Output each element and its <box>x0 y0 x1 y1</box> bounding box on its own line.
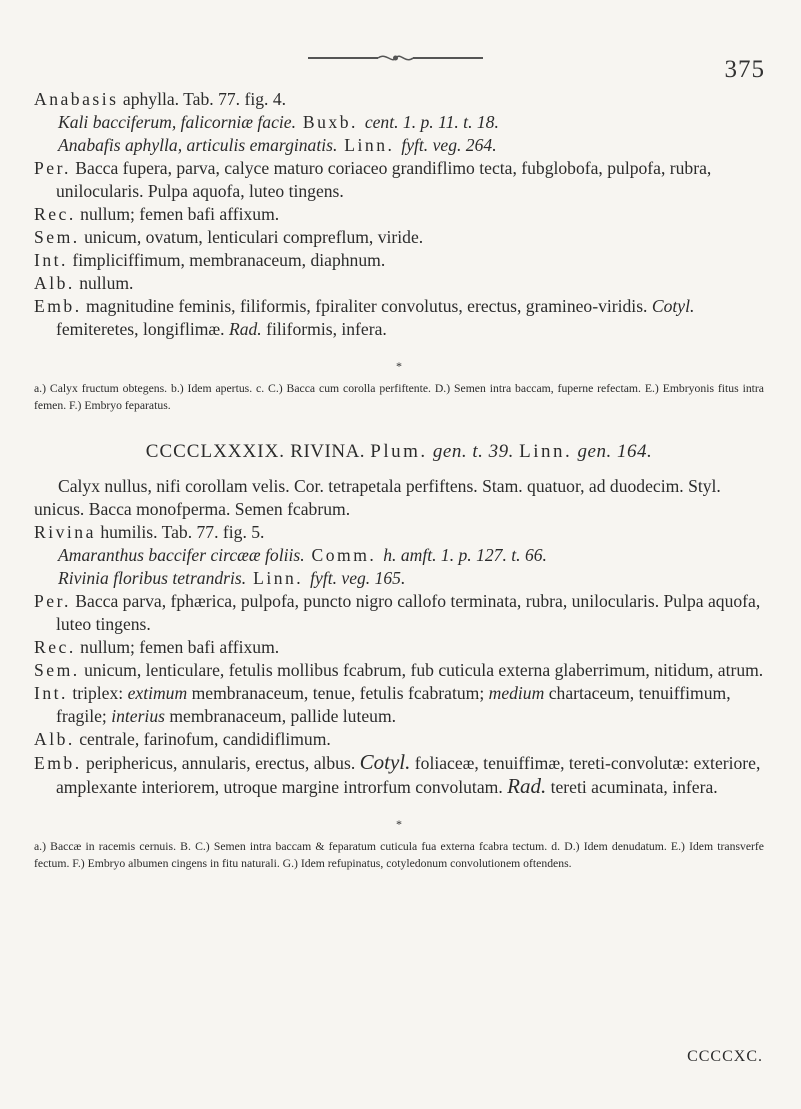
synonym-name: Rivinia floribus tetrandris. <box>58 568 247 588</box>
per-paragraph <box>34 590 764 636</box>
sem-label: Sem. <box>34 660 80 680</box>
alb-paragraph <box>34 272 764 295</box>
synonym-name: Amaranthus baccifer circææ foliis. <box>58 545 305 565</box>
emb-label: Emb. <box>34 296 82 316</box>
species-heading <box>34 521 764 544</box>
rec-paragraph <box>34 203 764 226</box>
header-ornament-icon <box>308 52 483 64</box>
species-genus: Anabasis <box>34 89 119 109</box>
rec-text: nullum; femen bafi affixum. <box>75 637 280 657</box>
emb-text-3: tereti acuminata, infera. <box>546 777 718 797</box>
alb-text: nullum. <box>74 273 134 293</box>
int-medium: medium <box>488 683 545 703</box>
synonym-citation: h. amft. 1. p. 127. t. 66. <box>383 545 547 565</box>
genus-number: CCCCLXXXIX. <box>145 441 286 462</box>
rec-label: Rec. <box>34 637 76 657</box>
synonym-citation: fyft. veg. 165. <box>310 568 406 588</box>
main-text <box>34 88 764 872</box>
emb-cotyl: Cotyl. <box>651 296 695 316</box>
synonym-line <box>34 134 764 157</box>
emb-paragraph <box>34 295 764 341</box>
emb-cotyl: Cotyl. <box>359 750 411 774</box>
rec-paragraph <box>34 636 764 659</box>
emb-text: magnitudine feminis, filiformis, fpiraliter convolutus, erectus, gramineo-viridis. <box>81 296 652 316</box>
genus-name: RIVINA. <box>290 441 366 462</box>
sem-text: unicum, ovatum, lenticulari compreflum, viride. <box>79 227 424 247</box>
emb-text-2: femiteretes, longiflimæ. <box>56 319 229 339</box>
per-text: Bacca parva, fphærica, pulpofa, puncto nigro callofo terminata, rubra, unilocularis. Pulpa aquofa, luteo tingens. <box>56 591 761 634</box>
sem-paragraph <box>34 226 764 249</box>
int-text-d: membranaceum, pallide luteum. <box>164 706 397 726</box>
int-interius: interius <box>111 706 165 726</box>
synonym-name: Kali bacciferum, falicorniæ facie. <box>58 112 296 132</box>
per-label: Per. <box>34 158 71 178</box>
sem-text: unicum, lenticulare, fetulis mollibus fcabrum, fub cuticula externa glaberrimum, nitidum, atrum. <box>79 660 764 680</box>
alb-text: centrale, farinofum, candidiflimum. <box>74 729 331 749</box>
asterisk-divider: * <box>396 359 402 373</box>
species-ref: humilis. Tab. 77. fig. 5. <box>95 522 265 542</box>
int-paragraph <box>34 249 764 272</box>
synonym-author: Comm. <box>304 545 384 565</box>
synonym-citation: fyft. veg. 264. <box>401 135 497 155</box>
synonym-line <box>34 567 764 590</box>
emb-label: Emb. <box>34 753 82 773</box>
genus-characters: Calyx nullus, nifi corollam velis. Cor. tetrapetala perfiftens. Stam. quatuor, ad duodecim. Styl. unicus. Bacca monofperma. Semen fcabrum. <box>34 476 721 519</box>
sem-paragraph <box>34 659 764 682</box>
rec-text: nullum; femen bafi affixum. <box>75 204 280 224</box>
per-text: Bacca fupera, parva, calyce maturo coriaceo grandiflimo tecta, fubglobofa, pulpofa, rubra, unilocularis. Pulpa aquofa, luteo tingens. <box>56 158 712 201</box>
figure-notes: a.) Baccæ in racemis cernuis. B. C.) Semen intra baccam & feparatum cuticula fua externa fcabra tectum. d. D.) Idem denudatum. E.) Idem transverfe fectum. F.) Embryo albumen cingens in fitu naturali. G.) Idem refupinatus, cotyledonum convolutionem oftendens. <box>34 840 764 870</box>
genus-author-1: Plum. <box>370 441 428 462</box>
synonym-line <box>34 111 764 134</box>
int-label: Int. <box>34 250 68 270</box>
catchword: CCCCXC. <box>687 1048 763 1065</box>
page-number: 375 <box>724 56 765 83</box>
sem-label: Sem. <box>34 227 80 247</box>
rec-label: Rec. <box>34 204 76 224</box>
int-extimum: extimum <box>127 683 188 703</box>
genus-ref-2: gen. 164. <box>577 441 653 462</box>
alb-label: Alb. <box>34 273 75 293</box>
synonym-line <box>34 544 764 567</box>
per-paragraph <box>34 157 764 203</box>
asterisk-divider: * <box>396 817 402 831</box>
species-genus: Rivina <box>34 522 96 542</box>
alb-label: Alb. <box>34 729 75 749</box>
alb-paragraph <box>34 728 764 751</box>
emb-rad: Rad. <box>228 319 262 339</box>
emb-rad: Rad. <box>507 774 547 798</box>
figure-notes: a.) Calyx fructum obtegens. b.) Idem apertus. c. C.) Bacca cum corolla perfiftente. D.) Semen intra baccam, fuperne refectam. E.) Embryonis fitus intra femen. F.) Embryo feparatus. <box>34 382 764 412</box>
int-text-c: chartaceum, tenuiffimum, fragile; <box>56 683 731 726</box>
int-text: fimpliciffimum, membranaceum, diaphnum. <box>67 250 386 270</box>
species-heading <box>34 88 764 111</box>
emb-text: periphericus, annularis, erectus, albus. <box>81 753 360 773</box>
synonym-citation: cent. 1. p. 11. t. 18. <box>364 112 499 132</box>
int-paragraph <box>34 682 764 728</box>
emb-paragraph <box>34 751 764 799</box>
synonym-author: Linn. <box>246 568 311 588</box>
int-text-b: membranaceum, tenue, fetulis fcabratum; <box>187 683 489 703</box>
int-text: triplex: <box>67 683 128 703</box>
synonym-name: Anabafis aphylla, articulis emarginatis. <box>58 135 338 155</box>
emb-text-3: filiformis, infera. <box>261 319 387 339</box>
emb-text-2: foliaceæ, tenuiffimæ, tereti-convolutæ: exteriore, amplexante interiorem, utroque margine introrfum convolutam. <box>56 753 761 797</box>
synonym-author: Buxb. <box>295 112 365 132</box>
genus-author-2: Linn. <box>519 441 573 462</box>
genus-title <box>34 440 764 463</box>
species-ref: aphylla. Tab. 77. fig. 4. <box>118 89 287 109</box>
per-label: Per. <box>34 591 71 611</box>
synonym-author: Linn. <box>337 135 402 155</box>
genus-ref-1: gen. t. 39. <box>432 441 514 462</box>
int-label: Int. <box>34 683 68 703</box>
